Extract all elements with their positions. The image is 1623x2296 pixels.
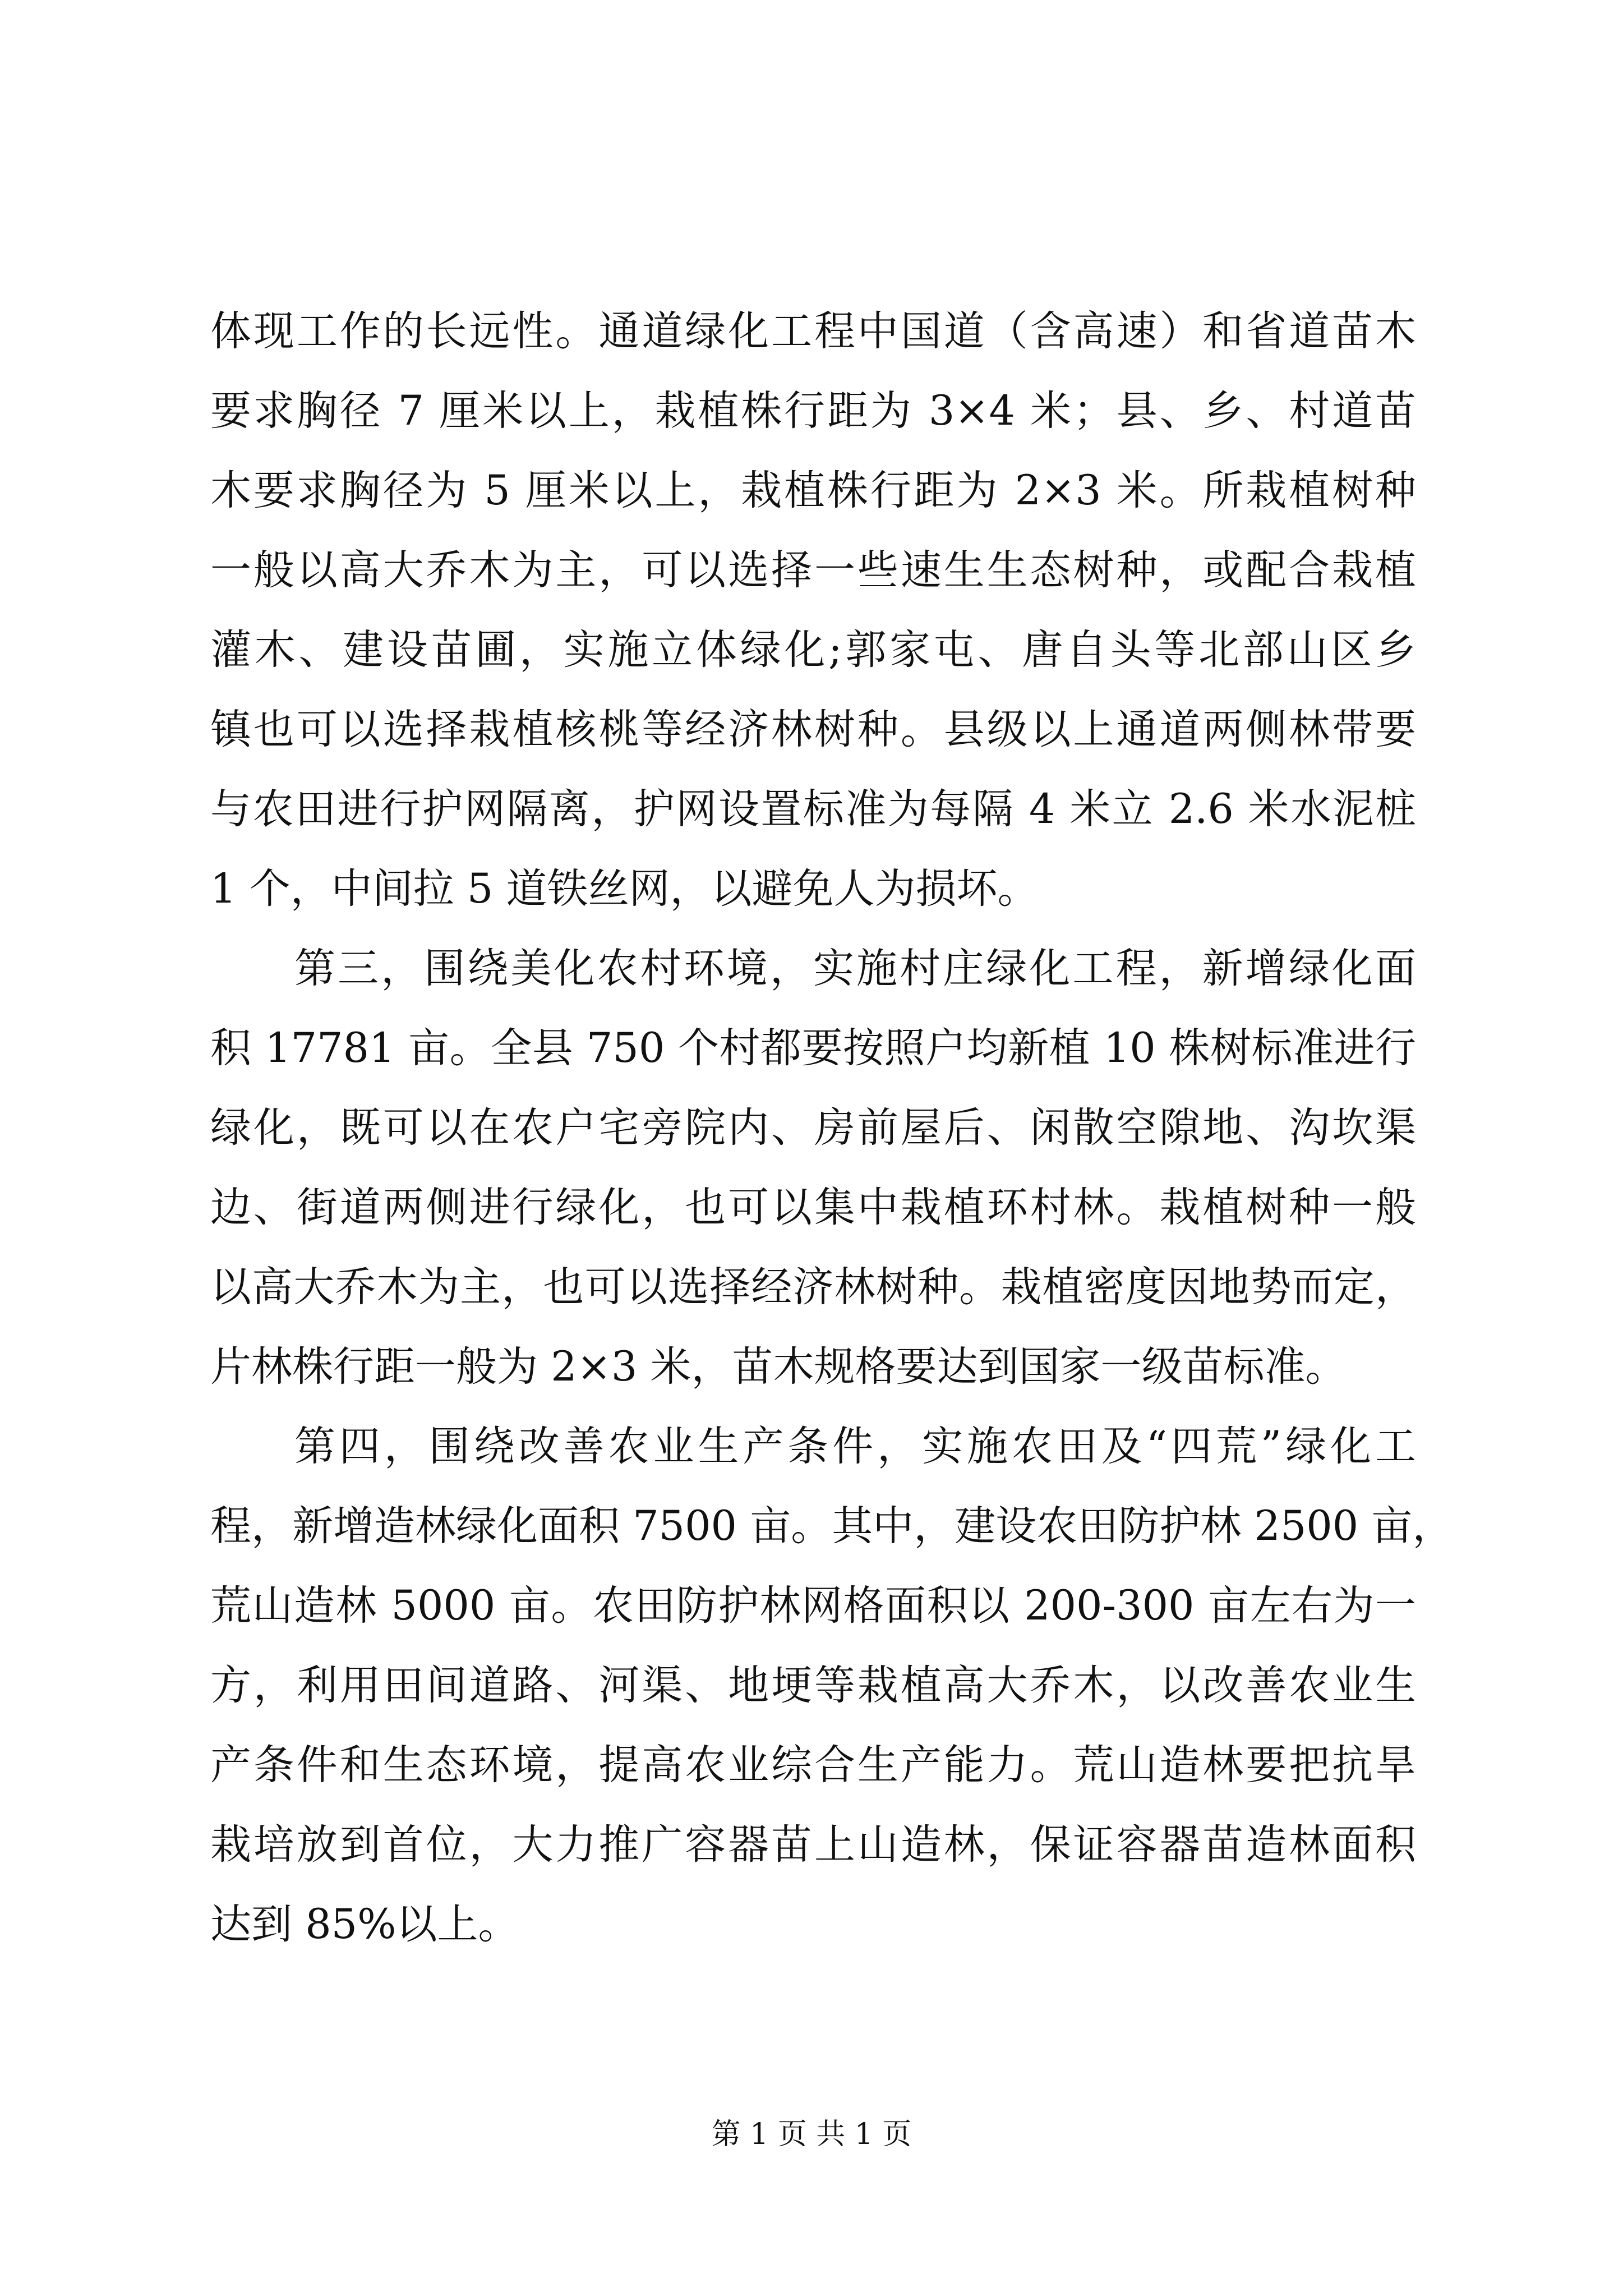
page-footer: 第 1 页 共 1 页 — [711, 2118, 912, 2151]
text-line: 镇也可以选择栽植核桃等经济林树种。县级以上通道两侧林带要 — [210, 706, 1416, 753]
text-line: 达到 85%以上。 — [210, 1901, 519, 1948]
text-line: 栽培放到首位，大力推广容器苗上山造林，保证容器苗造林面积 — [210, 1821, 1416, 1869]
text-line: 一般以高大乔木为主，可以选择一些速生生态树种，或配合栽植 — [210, 546, 1416, 594]
text-line: 木要求胸径为 5 厘米以上，栽植株行距为 2×3 米。所栽植树种 — [210, 467, 1416, 514]
text-line: 灌木、建设苗圃，实施立体绿化;郭家屯、唐自头等北部山区乡 — [210, 626, 1416, 674]
text-line: 以高大乔木为主，也可以选择经济林树种。栽植密度因地势而定， — [210, 1263, 1416, 1311]
document-body — [210, 292, 1454, 1964]
text-line: 荒山造林 5000 亩。农田防护林网格面积以 200-300 亩左右为一 — [210, 1582, 1416, 1630]
paragraph-first-line: 第三，围绕美化农村环境，实施村庄绿化工程，新增绿化面 — [294, 945, 1416, 992]
paragraph-first-line: 第四，围绕改善农业生产条件，实施农田及“四荒”绿化工 — [294, 1423, 1416, 1470]
text-line: 片林株行距一般为 2×3 米，苗木规格要达到国家一级苗标准。 — [210, 1343, 1347, 1391]
text-line: 程，新增造林绿化面积 7500 亩。其中，建设农田防护林 2500 亩， — [210, 1502, 1454, 1550]
text-line: 积 17781 亩。全县 750 个村都要按照户均新植 10 株树标准进行 — [210, 1024, 1416, 1072]
text-line: 体现工作的长远性。通道绿化工程中国道（含高速）和省道苗木 — [210, 307, 1416, 355]
text-line: 与农田进行护网隔离，护网设置标准为每隔 4 米立 2.6 米水泥桩 — [210, 785, 1416, 833]
text-line: 1 个，中间拉 5 道铁丝网，以避免人为损坏。 — [210, 865, 1039, 913]
text-line: 绿化，既可以在农户宅旁院内、房前屋后、闲散空隙地、沟坎渠 — [210, 1104, 1416, 1152]
text-line: 要求胸径 7 厘米以上，栽植株行距为 3×4 米；县、乡、村道苗 — [210, 387, 1416, 435]
text-line: 产条件和生态环境，提高农业综合生产能力。荒山造林要把抗旱 — [210, 1741, 1416, 1789]
text-line: 边、街道两侧进行绿化，也可以集中栽植环村林。栽植树种一般 — [210, 1184, 1416, 1231]
text-line: 方，利用田间道路、河渠、地埂等栽植高大乔木，以改善农业生 — [210, 1662, 1416, 1709]
